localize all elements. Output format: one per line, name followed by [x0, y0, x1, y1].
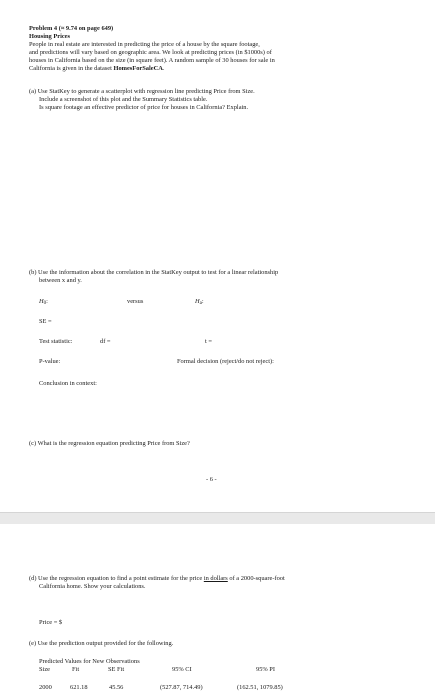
se-label: SE =: [39, 318, 52, 325]
part-d-text-end: of a 2000-square-foot: [227, 575, 285, 582]
part-b-line-1: (b) Use the information about the correlation in the StatKey output to test for a linear relationship: [29, 269, 279, 276]
formal-decision-label: Formal decision (reject/do not reject):: [177, 358, 274, 365]
versus-label: versus: [127, 298, 144, 305]
in-dollars-underlined: in dollars: [203, 575, 228, 582]
page-number: - 6 -: [206, 476, 217, 483]
h0-symbol: H: [39, 298, 44, 305]
null-hypothesis-label: $H_0$:: [39, 298, 48, 306]
intro-line-1: People in real estate are interested in predicting the price of a house by the square footage,: [29, 41, 260, 48]
table-header-se-fit: SE Fit: [108, 666, 125, 673]
problem-heading: Problem 4 (≈ 9.74 on page 649): [29, 25, 114, 32]
prediction-table-title: Predicted Values for New Observations: [39, 658, 140, 665]
part-a-line-2: Include a screenshot of this plot and the Summary Statistics table.: [39, 96, 208, 103]
table-header-fit: Fit: [72, 666, 80, 673]
ha-subscript: a: [199, 301, 202, 306]
intro-line-4-end: .: [162, 65, 165, 72]
price-label: Price = $: [39, 619, 63, 626]
part-d-line-2: California home. Show your calculations.: [39, 583, 146, 590]
part-c-line-1: (c) What is the regression equation predicting Price from Size?: [29, 440, 190, 447]
dataset-name: HomesForSaleCA: [113, 65, 163, 72]
t-label: t =: [205, 338, 212, 345]
part-a-line-3: Is square footage an effective predictor of price for houses in California? Explain.: [39, 104, 249, 111]
p-value-label: P-value:: [39, 358, 61, 365]
test-statistic-label: Test statistic:: [39, 338, 73, 345]
alternative-hypothesis-label: $H_a$:: [195, 298, 204, 306]
part-a-line-1: (a) Use StatKey to generate a scatterplot with regression line predicting Price from Size.: [29, 88, 255, 95]
intro-line-2: and predictions will vary based on geographic area. We look at predicting prices (in $1000s) of: [29, 49, 272, 56]
table-cell-fit: 621.18: [70, 684, 88, 691]
table-cell-size: 2000: [39, 684, 52, 691]
table-cell-pi: (162.51, 1079.85): [237, 684, 283, 691]
intro-line-4-text: California is given in the dataset: [29, 65, 114, 72]
table-header-pi: 95% PI: [256, 666, 275, 673]
intro-line-4: [29, 65, 164, 73]
table-header-size: Size: [39, 666, 51, 673]
part-d-line-1: [29, 575, 285, 583]
worksheet-page-7: [0, 524, 435, 700]
table-header-ci: 95% CI: [172, 666, 192, 673]
table-cell-ci: (527.87, 714.49): [160, 684, 203, 691]
conclusion-label: Conclusion in context:: [39, 380, 97, 387]
part-e-line-1: (e) Use the prediction output provided for the following.: [29, 640, 174, 647]
h0-subscript: 0: [43, 301, 47, 306]
table-cell-se-fit: 45.56: [109, 684, 124, 691]
part-d-text: (d) Use the regression equation to find a point estimate for the price: [29, 575, 204, 582]
intro-line-3: houses in California based on the size (in square feet). A random sample of 30 houses for sale in: [29, 57, 275, 64]
problem-subheading: Housing Prices: [29, 33, 71, 40]
part-b-line-2: between x and y.: [39, 277, 82, 284]
ha-symbol: H: [195, 298, 200, 305]
df-label: df =: [100, 338, 111, 345]
